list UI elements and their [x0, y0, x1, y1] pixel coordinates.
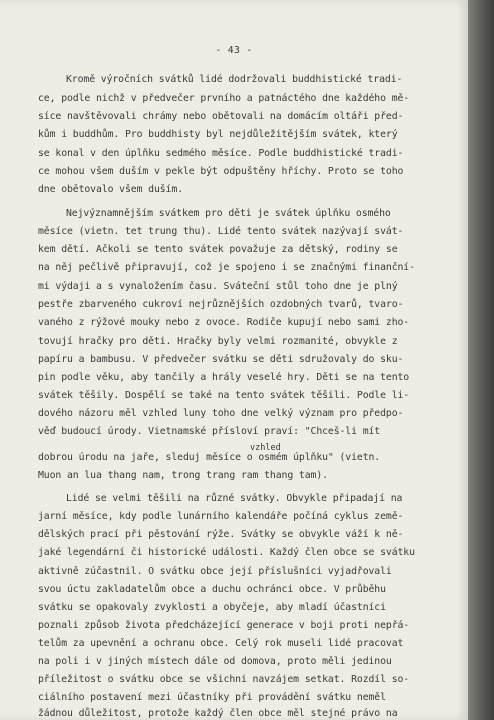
text-line: dobrou úrodu na jaře, sleduj měsíce o osmém úplňku" (vietn.	[38, 452, 381, 463]
text-line: ce, podle nichž v předvečer prvního a patnáctého dne každého mě-	[38, 93, 410, 104]
text-line: věď budoucí úrody. Vietnamské přísloví praví: "Chceš-li mít	[38, 426, 381, 437]
text-line: dne obětovalo všem duším.	[38, 184, 183, 195]
text-line: příležitost o svátku obce se všichni navzájem setkat. Rozdíl so-	[38, 674, 410, 685]
text-line: Muon an lua thang nam, trong trang ram thang tam).	[38, 470, 328, 481]
text-line: aktivně zúčastnil. O svátku obce její příslušníci vyjadřovali	[38, 566, 392, 577]
text-line: na poli i v jiných místech dále od domova, proto měli jedinou	[38, 656, 392, 667]
handwritten-correction: vzhled	[250, 443, 281, 453]
text-line: mi výdaji a s vynaložením času. Sváteční stůl toho dne je plný	[38, 281, 398, 292]
text-line: papíru a bambusu. V předvečer svátku se děti sdružovaly do sku-	[38, 354, 404, 365]
desk-background	[464, 0, 494, 720]
text-line: svou úctu zakladatelům obce a duchu ochránci obce. V průběhu	[38, 584, 386, 595]
text-line: poznali způsob života předcházející generace v boji proti nepřá-	[38, 620, 410, 631]
text-line: telům za upevnění a ochranu obce. Celý rok museli lidé pracovat	[38, 638, 404, 649]
text-line: se konal v den úplňku sedmého měsíce. Podle buddhistické tradi-	[38, 148, 404, 159]
text-line: dělských prací při pěstování rýže. Svátky se obvykle váží k ně-	[38, 529, 404, 540]
text-line: síce navštěvovali chrámy nebo obětovali na domácím oltáři před-	[38, 111, 404, 122]
text-line: tovují hračky pro děti. Hračky byly velmi rozmanité, obvykle z	[38, 336, 398, 347]
text-line: Kromě výročních svátků lidé dodržovali buddhistické tradi-	[66, 74, 403, 85]
text-line: ce mohou všem duším v pekle být odpuštěny hříchy. Proto se toho	[38, 166, 404, 177]
text-line: Lidé se velmi těšili na různé svátky. Obvykle připadají na	[66, 493, 403, 504]
text-line: na něj pečlivě připravují, což je spojeno i se značnými finanční-	[38, 262, 415, 273]
text-line: Nejvýznamnějším svátkem pro děti je svátek úplňku osmého	[66, 208, 391, 219]
text-line: ciálního postavení mezi účastníky při provádění svátku neměl	[38, 692, 386, 703]
page-number: - 43 -	[215, 45, 253, 56]
text-line: dového názoru měl vzhled luny toho dne velký význam pro předpo-	[38, 408, 404, 419]
text-line: měsíce (vietn. tet trung thu). Lidé tento svátek nazývají svát-	[38, 226, 404, 237]
text-line: jarní měsíce, kdy podle lunárního kalendáře počíná cyklus země-	[38, 511, 404, 522]
text-line: žádnou důležitost, protože každý člen obce měl stejné právo na	[38, 708, 398, 719]
text-line: jaké legendární či historické události. Každý člen obce se svátku	[38, 547, 415, 558]
text-line: kům i buddhům. Pro buddhisty byl nejdůležitějším svátek, který	[38, 129, 398, 140]
text-line: pestře zbarveného cukroví nejrůznějších ozdobných tvarů, tvaro-	[38, 299, 404, 310]
text-line: vaného z rýžové mouky nebo z ovoce. Rodiče kupují nebo sami zho-	[38, 317, 410, 328]
text-line: kem dětí. Ačkoli se tento svátek považuje za dětský, rodiny se	[38, 244, 398, 255]
text-line: svátek těšily. Dospělí se také na tento svátek těšili. Podle li-	[38, 390, 410, 401]
text-line: pin podle věku, aby tančily a hrály veselé hry. Děti se na tento	[38, 372, 410, 383]
text-line: svátku se opakovaly zvyklosti a obyčeje, aby mladí účastníci	[38, 602, 386, 613]
